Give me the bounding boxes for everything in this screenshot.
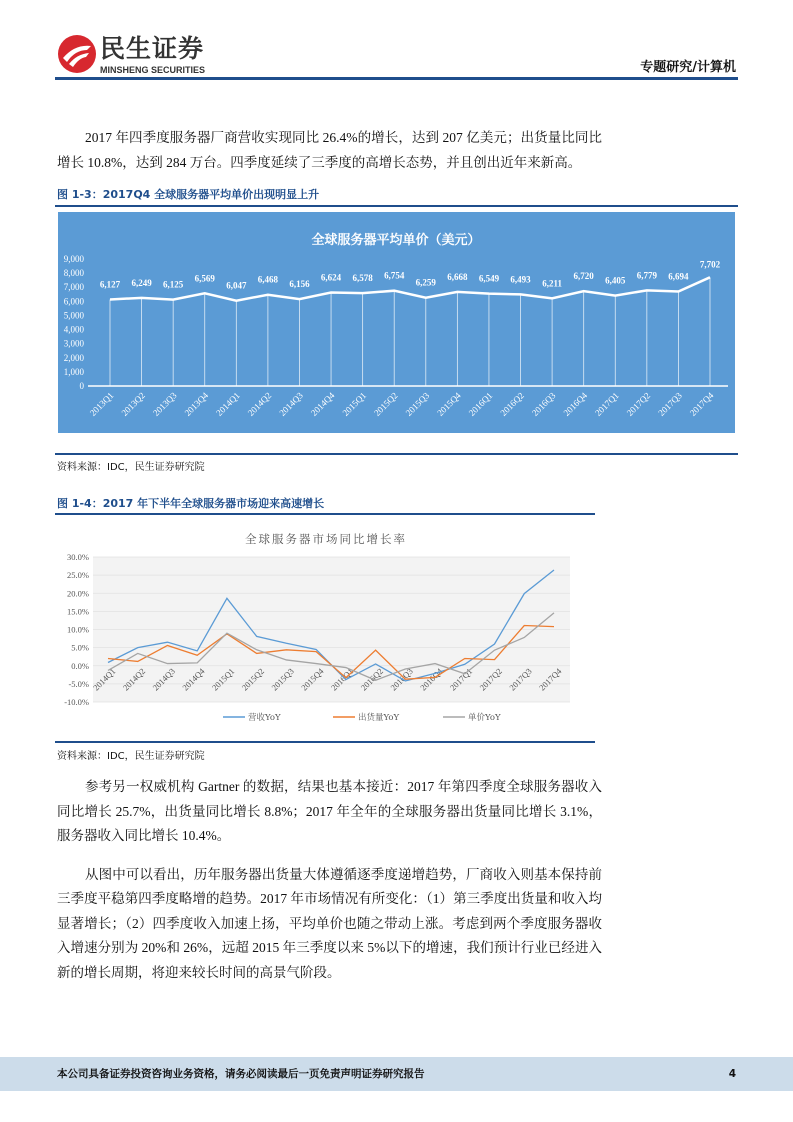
page-number: 4: [728, 1068, 736, 1080]
y-tick-label: 9,000: [63, 254, 84, 264]
y-tick-label: 1,000: [63, 366, 84, 377]
data-label: 6,493: [510, 274, 531, 285]
data-label: 6,156: [289, 279, 310, 290]
y-tick-label: 4,000: [63, 324, 84, 335]
x-tick-label: 2015Q2: [372, 390, 400, 418]
x-tick-label: 2015Q2: [239, 666, 267, 693]
y-tick-label: 6,000: [63, 296, 84, 307]
x-tick-label: 2016Q1: [466, 390, 495, 418]
x-tick-label: 2015Q1: [209, 666, 237, 693]
data-label: 6,127: [99, 279, 121, 290]
y-tick-label: 5,000: [63, 310, 84, 321]
x-tick-label: 2016Q3: [388, 666, 415, 693]
data-label: 6,578: [352, 273, 373, 284]
y-tick-label: 25.0%: [67, 570, 89, 581]
yoy-chart: [58, 520, 595, 730]
data-label: 6,047: [226, 280, 247, 291]
legend-label: 营收YoY: [248, 713, 281, 723]
paragraph-2: 参考另一权威机构 Gartner 的数据，结果也基本接近：2017 年第四季度全球服务器收入同比增长 25.7%，出货量同比增长 8.8%；2017 年全年的全球服务器出货量同比增长 3.1%，服务器收入同比增长 10.4%。: [57, 779, 602, 843]
x-tick-label: 2013Q1: [87, 390, 116, 418]
x-tick-label: 2015Q1: [340, 390, 369, 418]
data-label: 6,549: [478, 273, 500, 284]
x-tick-label: 2016Q3: [529, 390, 558, 418]
data-label: 6,754: [384, 270, 405, 281]
figure-rule: [55, 205, 738, 207]
figure-title-1: 图 1-3：2017Q4 全球服务器平均单价出现明显上升: [57, 188, 320, 201]
x-tick-label: 2017Q4: [536, 666, 564, 693]
data-label: 6,694: [668, 271, 689, 282]
x-tick-label: 2013Q3: [150, 390, 179, 418]
y-tick-label: 8,000: [63, 268, 84, 279]
data-label: 6,668: [447, 271, 468, 282]
y-tick-label: -10.0%: [64, 697, 89, 707]
section-label: 专题研究/计算机: [640, 60, 736, 75]
figure-rule: [55, 513, 595, 515]
paragraph-3: 从图中可以看出，历年服务器出货量大体遵循逐季度递增趋势，厂商收入则基本保持前三季度平稳第四季度略增的趋势。2017 年市场情况有所变化：（1）第三季度出货量和收入均显著增长；（2）四季度收入加速上扬，平均单价也随之带动上涨。考虑到两个季度服务器收入增速分别为 20%和 26%，远超 2015 年三季度以来 5%以下的增速，我们预计行业已经进入新的增长周期，将迎来较长时间的高景气阶段。: [57, 866, 602, 980]
figure-source-2: 资料来源：IDC，民生证券研究院: [57, 751, 205, 762]
x-tick-label: 2013Q2: [119, 390, 147, 418]
legend-label: 单价YoY: [468, 713, 501, 723]
x-tick-label: 2017Q1: [447, 666, 475, 693]
data-label: 6,624: [320, 272, 342, 283]
data-label: 6,405: [605, 275, 626, 286]
x-tick-label: 2017Q3: [507, 666, 534, 693]
data-label: 6,211: [542, 278, 562, 289]
data-label: 6,779: [636, 270, 657, 281]
x-tick-label: 2013Q4: [182, 390, 211, 418]
logo-icon: [57, 34, 97, 74]
x-tick-label: 2017Q2: [477, 666, 504, 693]
y-tick-label: 30.0%: [67, 552, 89, 562]
x-tick-label: 2014Q1: [214, 390, 242, 418]
header-rule: [55, 77, 738, 80]
y-tick-label: 5.0%: [71, 642, 89, 653]
legend-label: 出货量YoY: [358, 713, 400, 723]
x-tick-label: 2014Q3: [150, 666, 177, 693]
logo-en: MINSHENG SECURITIES: [100, 65, 206, 75]
footer: [0, 1057, 793, 1091]
x-tick-label: 2016Q4: [561, 390, 590, 418]
x-tick-label: 2015Q3: [269, 666, 296, 693]
logo-cn: 民生证券: [100, 34, 205, 63]
paragraph-1: 2017 年四季度服务器厂商营收实现同比 26.4%的增长，达到 207 亿美元；出货量比同比增长 10.8%，达到 284 万台。四季度延续了三季度的高增长态势，并且创出近年来新高。: [57, 130, 602, 170]
x-tick-label: 2017Q2: [624, 390, 653, 418]
y-tick-label: 10.0%: [67, 624, 89, 635]
x-tick-label: 2014Q1: [90, 666, 118, 693]
y-tick-label: 0.0%: [71, 660, 89, 671]
x-tick-label: 2014Q2: [245, 390, 274, 418]
y-tick-label: 7,000: [63, 282, 84, 293]
y-tick-label: 3,000: [63, 338, 84, 349]
x-tick-label: 2016Q4: [418, 666, 445, 693]
x-tick-label: 2015Q4: [299, 666, 326, 693]
data-label: 6,720: [573, 271, 594, 282]
figure-title-2: 图 1-4：2017 年下半年全球服务器市场迎来高速增长: [57, 497, 325, 510]
data-label: 7,702: [699, 259, 721, 270]
chart-title: 全球服务器市场同比增长率: [245, 532, 407, 546]
price-chart: [58, 212, 735, 433]
x-tick-label: 2015Q4: [435, 390, 463, 418]
figure-source-1: 资料来源：IDC，民生证券研究院: [57, 462, 205, 473]
data-label: 6,569: [194, 273, 215, 284]
y-tick-label: 2,000: [63, 352, 84, 363]
x-tick-label: 2015Q3: [403, 390, 432, 418]
x-tick-label: 2017Q4: [687, 390, 716, 418]
chart-title: 全球服务器平均单价（美元）: [311, 233, 481, 248]
footer-disclaimer: 本公司具备证券投资咨询业务资格，请务必阅读最后一页免责声明证券研究报告: [57, 1068, 425, 1080]
y-tick-label: 15.0%: [67, 606, 89, 617]
data-label: 6,249: [131, 277, 152, 288]
x-tick-label: 2016Q2: [498, 390, 526, 418]
data-label: 6,468: [257, 274, 279, 285]
data-label: 6,125: [163, 279, 184, 290]
x-tick-label: 2014Q4: [180, 666, 207, 693]
logo: [57, 34, 97, 74]
x-tick-label: 2014Q3: [277, 390, 305, 418]
figure-rule: [55, 453, 738, 455]
y-tick-label: 0: [79, 381, 84, 391]
x-tick-label: 2017Q1: [593, 390, 621, 418]
x-tick-label: 2017Q3: [656, 390, 684, 418]
x-tick-label: 2016Q1: [328, 666, 356, 693]
data-label: 6,259: [415, 277, 436, 288]
main-column: [55, 126, 738, 985]
figure-rule: [55, 741, 595, 743]
x-tick-label: 2016Q2: [358, 666, 386, 693]
x-tick-label: 2014Q2: [120, 666, 148, 693]
x-tick-label: 2014Q4: [308, 390, 337, 418]
y-tick-label: 20.0%: [67, 588, 89, 599]
y-tick-label: -5.0%: [68, 678, 89, 689]
